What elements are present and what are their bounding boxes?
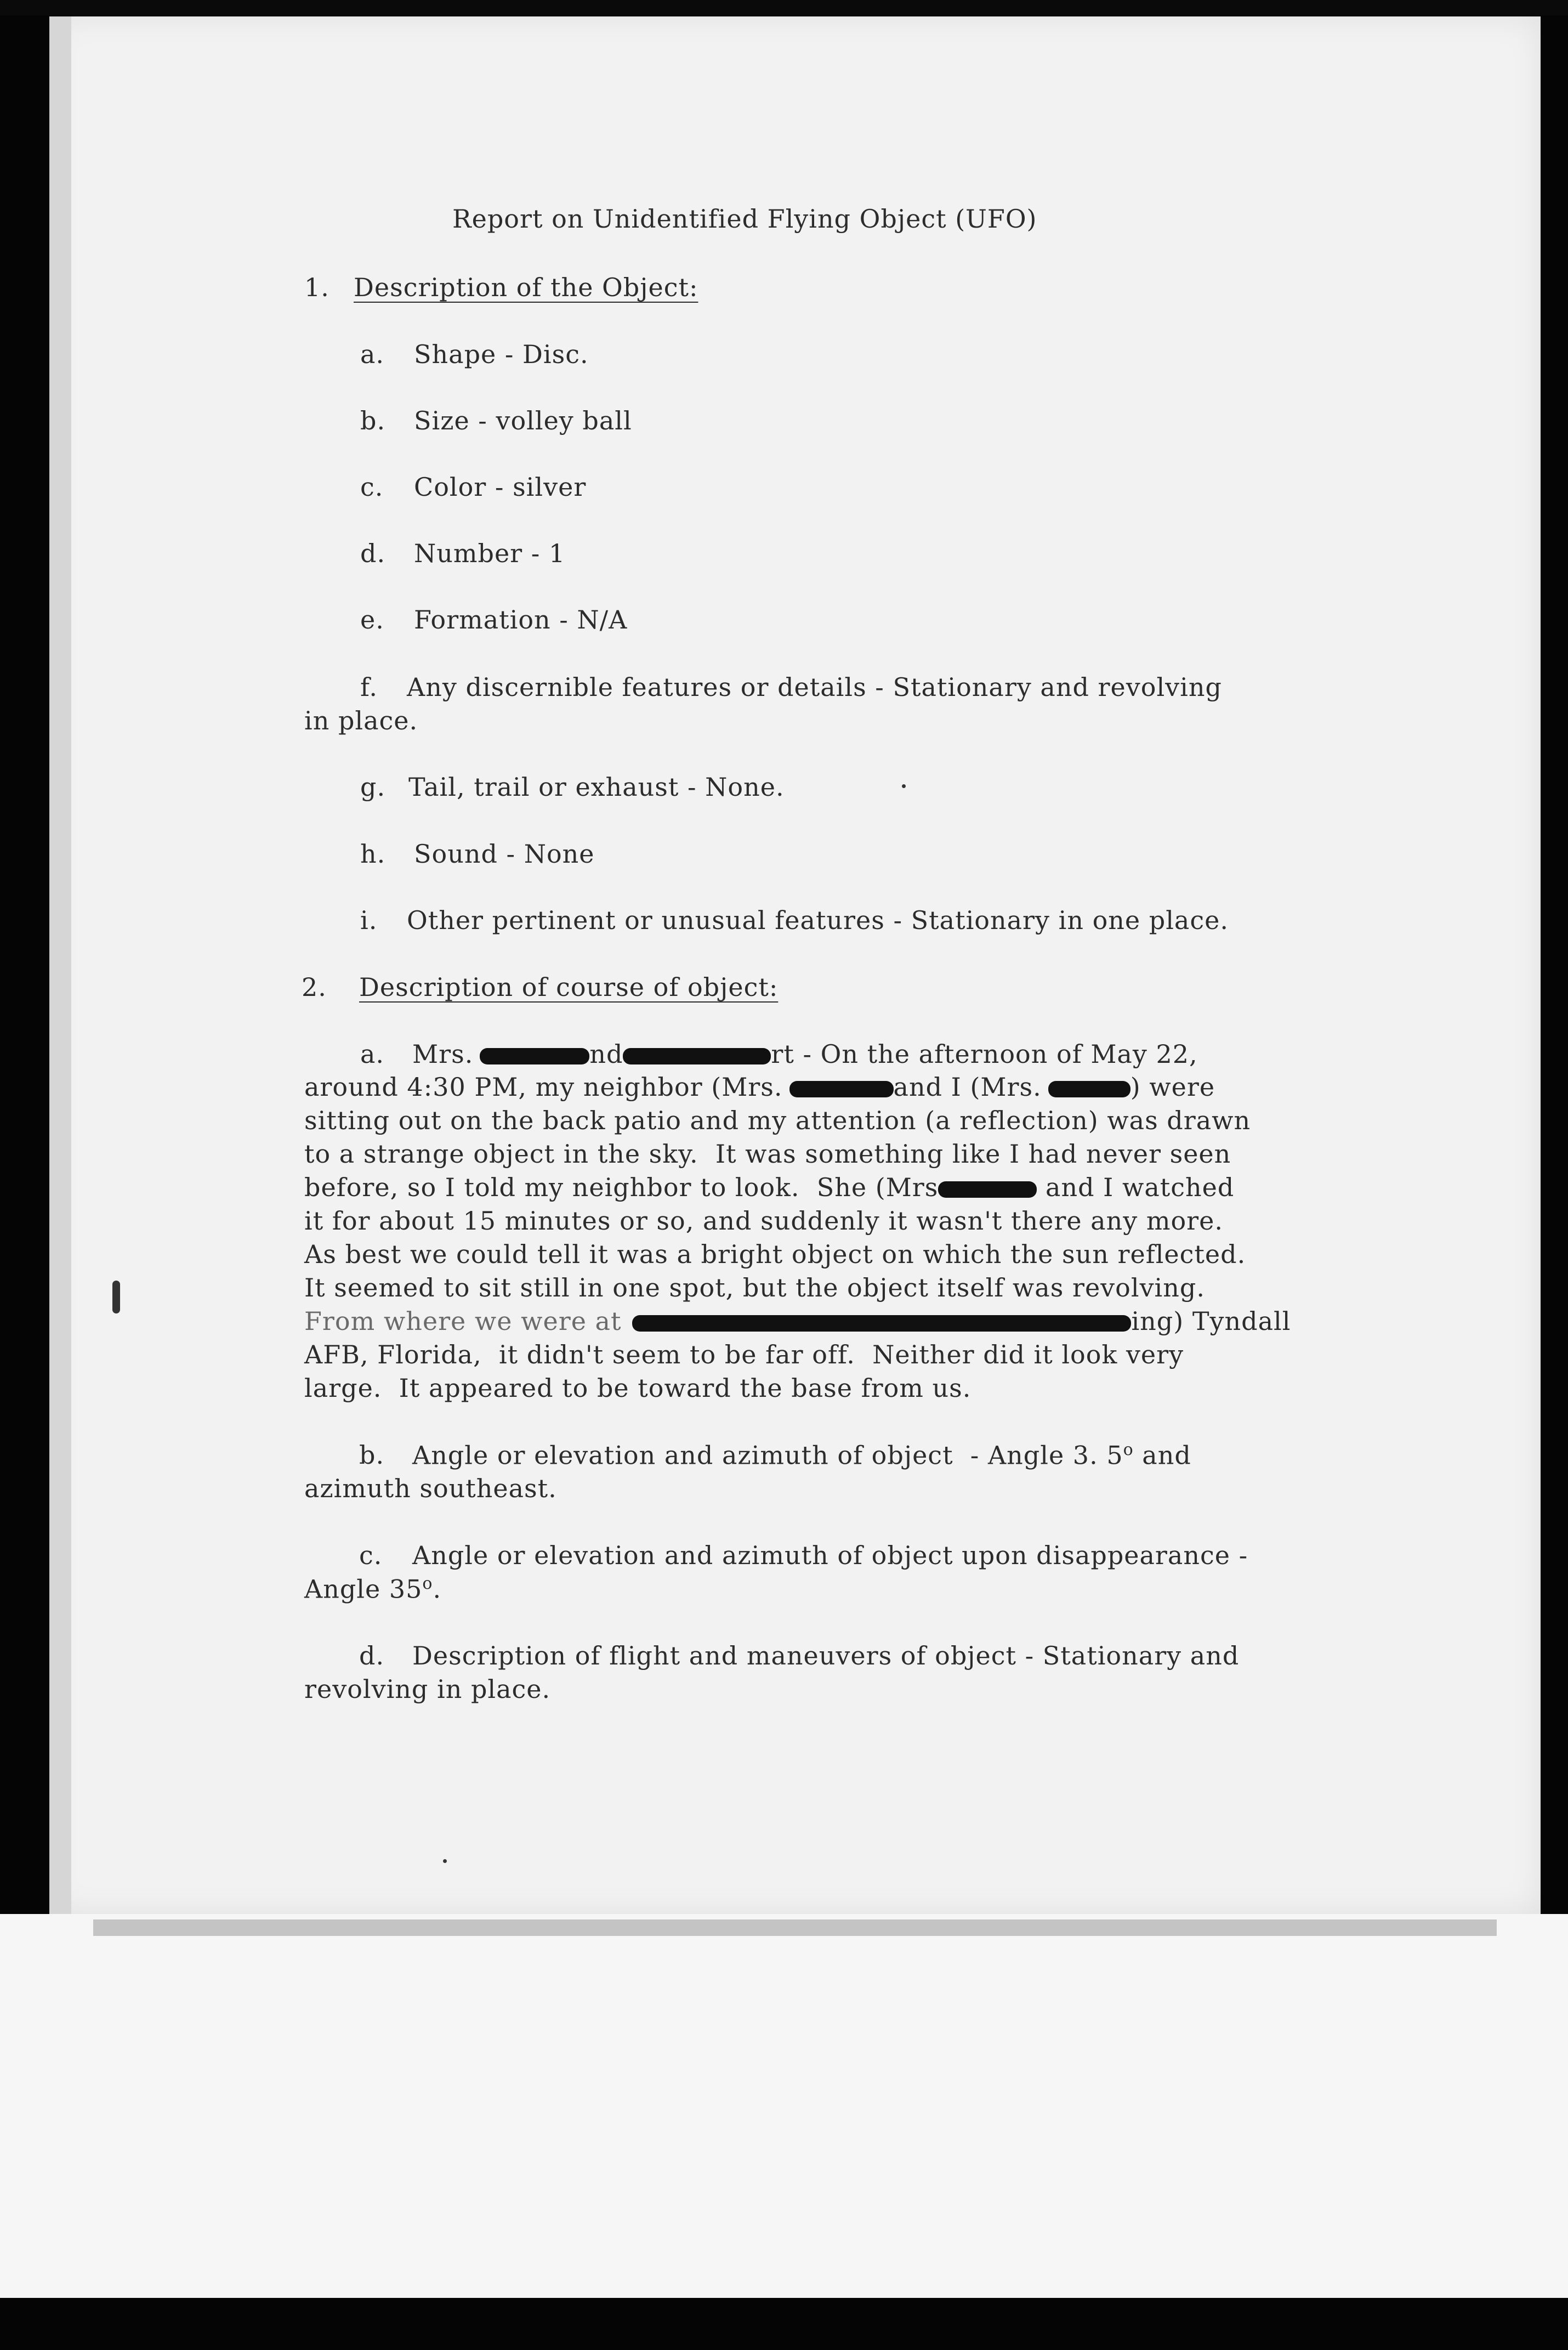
item-2a-l1b: nd [589, 1039, 623, 1069]
redaction-bar [938, 1181, 1037, 1198]
item-2b-l1a: Angle or elevation and azimuth of object - Angle 3. 5 [412, 1440, 1123, 1470]
item-2a-line3: sitting out on the back patio and my attention (a reflection) was drawn [304, 1106, 1251, 1135]
item-1g-text: Tail, trail or exhaust - None. [408, 772, 785, 802]
item-1b-text: Size - volley ball [414, 406, 632, 435]
item-2c-line2 [304, 1574, 441, 1604]
item-2c-label: c. [359, 1541, 383, 1570]
redaction-bar [789, 1081, 894, 1097]
report-title: Report on Unidentified Flying Object (UFO) [452, 204, 1037, 234]
item-1h-text: Sound - None [414, 839, 595, 869]
redaction-bar [623, 1048, 771, 1064]
degree-mark: o [422, 1574, 433, 1593]
item-2a-l5b: and I watched [1037, 1173, 1235, 1202]
item-1f-line2: in place. [304, 706, 418, 735]
section2-heading: Description of course of object: [359, 972, 779, 1002]
item-1i-label: i. [360, 905, 378, 935]
item-1g-label: g. [360, 772, 386, 802]
item-2a-line5 [304, 1173, 1234, 1202]
item-1h-label: h. [360, 839, 386, 869]
item-1a-label: a. [360, 339, 385, 369]
item-1b-label: b. [360, 406, 386, 435]
item-2a-l2c: ) were [1130, 1072, 1215, 1102]
item-2a-l1c: rt - On the afternoon of May 22, [771, 1039, 1198, 1069]
stray-mark [112, 1281, 120, 1313]
stray-mark [443, 1859, 447, 1863]
redaction-bar [632, 1315, 1131, 1332]
item-2a-l5a: before, so I told my neighbor to look. She (Mrs [304, 1173, 939, 1202]
item-2a-line4: to a strange object in the sky. It was something like I had never seen [304, 1139, 1231, 1169]
item-2a-line9 [304, 1306, 1291, 1336]
item-2c-l2a: Angle 35 [304, 1574, 423, 1604]
item-2a-line10: AFB, Florida, it didn't seem to be far off. Neither did it look very [304, 1340, 1184, 1369]
item-2a-line11: large. It appeared to be toward the base from us. [304, 1373, 972, 1403]
stray-mark [902, 784, 906, 788]
item-2b-line2: azimuth southeast. [304, 1474, 557, 1503]
redaction-bar [480, 1048, 589, 1064]
item-2a-line7: As best we could tell it was a bright object on which the sun reflected. [304, 1239, 1246, 1269]
item-2a-label: a. [360, 1039, 385, 1069]
item-2b-line1 [412, 1440, 1191, 1470]
item-2c-l2b: . [433, 1574, 442, 1604]
section1-number: 1. [304, 273, 329, 302]
item-2d-line1: Description of flight and maneuvers of object - Stationary and [412, 1641, 1240, 1671]
item-2d-label: d. [359, 1641, 385, 1671]
item-1e-text: Formation - N/A [414, 605, 628, 635]
item-1e-label: e. [360, 605, 384, 635]
item-2c-line1: Angle or elevation and azimuth of object upon disappearance - [412, 1541, 1248, 1570]
item-2a-line1 [412, 1039, 1198, 1069]
item-2a-l1a: Mrs. [412, 1039, 474, 1069]
item-2a-l9a: From where we were at [304, 1306, 622, 1336]
item-2a-line8: It seemed to sit still in one spot, but the object itself was revolving. [304, 1273, 1205, 1303]
item-2a-l9b: ing) Tyndall [1131, 1306, 1291, 1336]
section2-number: 2. [302, 972, 327, 1002]
item-2a-l2b: and I (Mrs. [893, 1072, 1042, 1102]
item-2a-line2 [304, 1072, 1215, 1102]
item-2a-line6: it for about 15 minutes or so, and suddenly it wasn't there any more. [304, 1206, 1223, 1236]
redaction-bar [1048, 1081, 1130, 1097]
item-1i-text: Other pertinent or unusual features - Stationary in one place. [407, 905, 1229, 935]
item-2b-l1b: and [1133, 1440, 1191, 1470]
item-1d-label: d. [360, 539, 386, 568]
item-1c-text: Color - silver [414, 472, 587, 502]
item-1c-label: c. [360, 472, 384, 502]
item-2a-l2a: around 4:30 PM, my neighbor (Mrs. [304, 1072, 783, 1102]
item-1f-line1: Any discernible features or details - Stationary and revolving [407, 672, 1222, 702]
item-2b-label: b. [359, 1440, 385, 1470]
item-2d-line2: revolving in place. [304, 1674, 551, 1704]
item-1a-text: Shape - Disc. [414, 339, 589, 369]
item-1f-label: f. [360, 672, 378, 702]
section1-heading: Description of the Object: [354, 273, 698, 302]
degree-mark: o [1123, 1440, 1134, 1459]
item-1d-text: Number - 1 [414, 539, 566, 568]
